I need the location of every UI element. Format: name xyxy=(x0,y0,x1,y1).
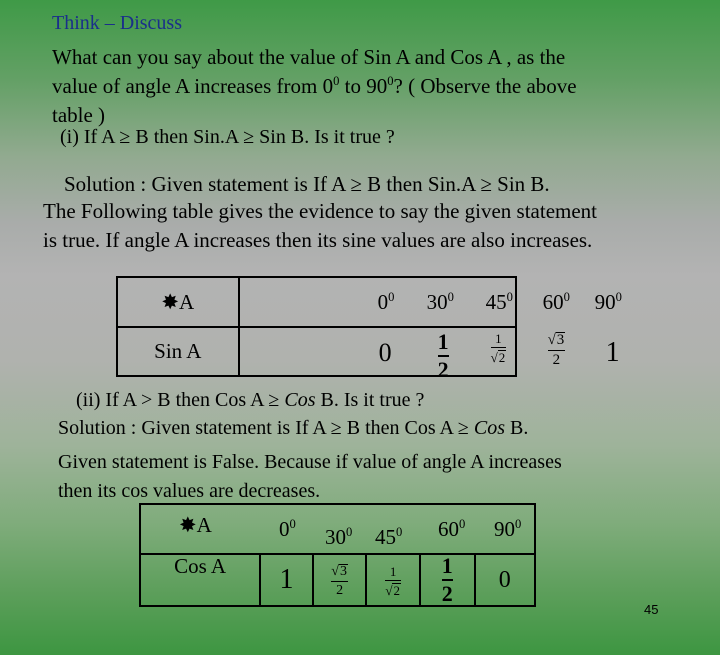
part2-label: (ii) If A > B then Cos A ≥ Cos B. Is it true ? xyxy=(76,389,425,411)
sin-row-label: Sin A xyxy=(154,339,202,363)
cos-value-90-cell xyxy=(475,554,535,606)
sin-table-angles-cell xyxy=(239,277,622,327)
question-line-3: table ) xyxy=(52,103,106,127)
sin-value-45: $\frac{1}{√2}$ xyxy=(490,331,506,365)
cos-table-header: ✸A xyxy=(179,513,212,537)
part2-explain-line-1: Given statement is False. Because if value of angle A increases xyxy=(58,451,562,473)
question-line-2: value of angle A increases from $0^0$ to $90^0$? ( Observe the above xyxy=(52,74,577,98)
part2-solution: Solution : Given statement is If A ≥ B then Cos A ≥ Cos B. xyxy=(58,417,529,439)
cos-value-0-cell xyxy=(260,554,313,606)
cos-row-label-cell xyxy=(140,554,260,606)
angle-60: $60^0$ xyxy=(542,290,570,314)
cos-value-90: 0 xyxy=(498,566,511,593)
sin-values-cell xyxy=(239,327,620,382)
cos-table xyxy=(139,503,536,607)
sin-row-label-cell xyxy=(117,327,239,376)
part2-explain-line-2: then its cos values are decreases. xyxy=(58,480,321,502)
part1-explain-line-2: is true. If angle A increases then its sine values are also increases. xyxy=(43,228,593,252)
sin-value-0: 0 xyxy=(378,338,392,367)
cos-angle-45: $45^0$ xyxy=(375,525,403,549)
angle-90: $90^0$ xyxy=(594,290,622,314)
cos-row-label: Cos A xyxy=(174,553,227,578)
cos-angle-90: $90^0$ xyxy=(494,517,522,541)
asterisk-icon: ✸ xyxy=(179,513,197,537)
sin-value-90: 1 xyxy=(605,337,620,368)
angle-0: $0^0$ xyxy=(377,290,395,314)
part1-solution: Solution : Given statement is If A ≥ B then Sin.A ≥ Sin B. xyxy=(64,172,550,196)
cos-value-45: $\frac{1}{√2}$ xyxy=(385,564,400,598)
page-number: 45 xyxy=(644,602,659,617)
question-line-1: What can you say about the value of Sin A and Cos A , as the xyxy=(52,45,566,69)
cos-value-45-cell xyxy=(366,554,420,606)
cos-value-30-cell xyxy=(313,554,367,606)
cos-angle-60: $60^0$ xyxy=(438,517,466,541)
cos-value-60: $\frac{1}{2}$ xyxy=(441,553,453,606)
page-heading: Think – Discuss xyxy=(52,12,182,34)
cos-angle-30: $30^0$ xyxy=(325,525,353,549)
part1-explain-line-1: The Following table gives the evidence to say the given statement xyxy=(43,199,598,223)
sin-table-header: A xyxy=(179,289,195,314)
cos-angle-0: $0^0$ xyxy=(279,517,296,541)
part1-label: (i) If A ≥ B then Sin.A ≥ Sin B. Is it true ? xyxy=(60,126,395,148)
cos-table-header-cell xyxy=(140,504,535,554)
angle-45: $45^0$ xyxy=(485,290,513,314)
sin-table xyxy=(116,276,622,382)
cos-value-30: $\frac{√3}{2}$ xyxy=(331,564,347,598)
angle-30: $30^0$ xyxy=(426,290,454,314)
cos-value-60-cell xyxy=(420,554,475,606)
asterisk-icon: ✸ xyxy=(161,289,179,314)
sin-table-header-cell xyxy=(117,277,239,327)
cos-value-0: 1 xyxy=(279,564,294,595)
sin-value-30: $\frac{1}{2}$ xyxy=(437,329,449,382)
sin-value-60: $\frac{√3}{2}$ xyxy=(547,332,565,368)
